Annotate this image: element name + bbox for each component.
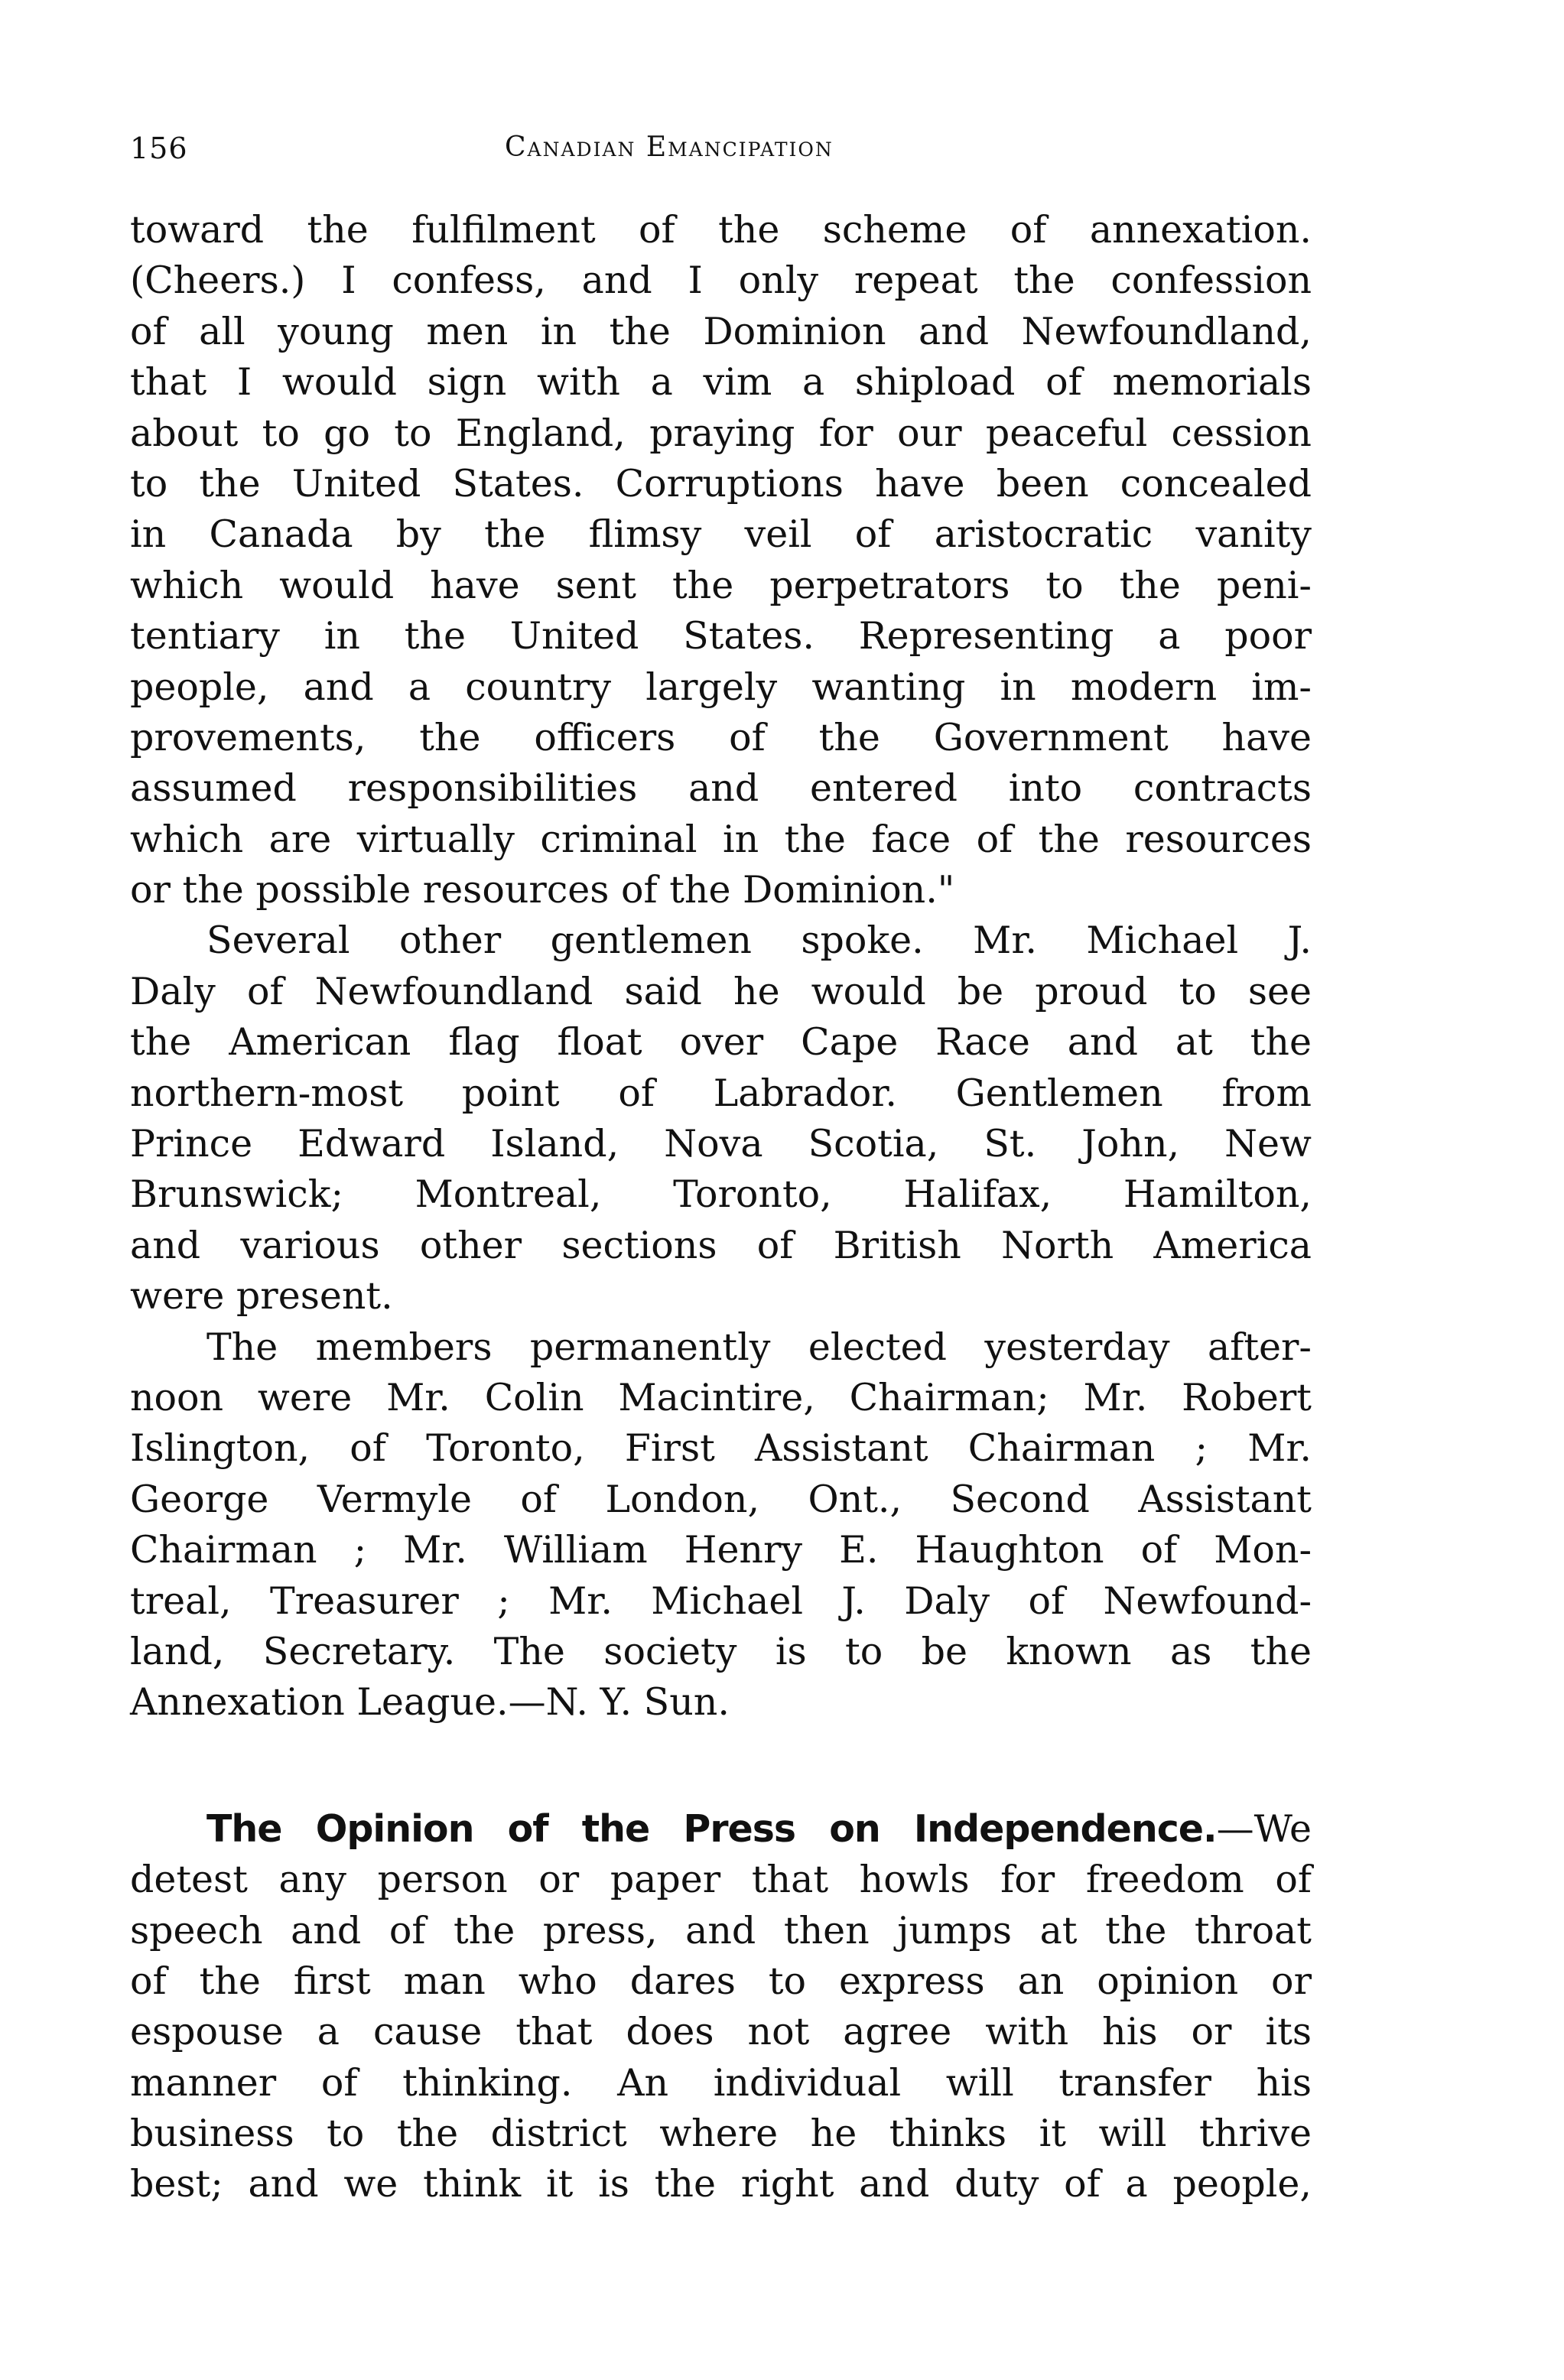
text-line: northern-most point of Labrador. Gentlemen from [130, 1071, 1312, 1115]
text-line: manner of thinking. An individual will transfer his [130, 2060, 1312, 2105]
text-line: of all young men in the Dominion and Newfoundland, [130, 309, 1312, 353]
heading-lead-text: —We [1216, 1806, 1312, 1851]
text-line: speech and of the press, and then jumps at the throat [130, 1908, 1312, 1952]
text-line: Islington, of Toronto, First Assistant Chairman ; Mr. [130, 1426, 1312, 1471]
running-title: Canadian Emancipation [505, 132, 834, 163]
text-line: treal, Treasurer ; Mr. Michael J. Daly of Newfound- [130, 1579, 1312, 1623]
main-text [130, 205, 1312, 2210]
text-line: Annexation League.—N. Y. Sun. [130, 1680, 730, 1725]
text-line: provements, the officers of the Government have [130, 715, 1312, 759]
text-line: Brunswick; Montreal, Toronto, Halifax, Hamilton, [130, 1172, 1312, 1217]
page-header [130, 132, 1308, 170]
text-line: or the possible resources of the Dominion." [130, 868, 955, 912]
paragraph-first-line: Several other gentlemen spoke. Mr. Michael J. [206, 919, 1312, 963]
text-line: which are virtually criminal in the face of the resources [130, 817, 1312, 861]
text-line: best; and we think it is the right and duty of a people, [130, 2162, 1312, 2206]
page-number: 156 [130, 132, 188, 165]
text-line: business to the district where he thinks it will thrive [130, 2112, 1312, 2156]
text-line: Prince Edward Island, Nova Scotia, St. John, New [130, 1122, 1312, 1166]
text-line: tentiary in the United States. Representing a poor [130, 614, 1312, 658]
text-line: toward the fulfilment of the scheme of annexation. [130, 208, 1312, 252]
paragraph-first-line: The members permanently elected yesterday after- [206, 1325, 1312, 1369]
section-heading-line [130, 1804, 1312, 1855]
section-heading: The Opinion of the Press on Independence. [206, 1806, 1217, 1851]
text-line: (Cheers.) I confess, and I only repeat the confession [130, 258, 1312, 303]
text-line: about to go to England, praying for our peaceful cession [130, 411, 1312, 455]
text-line: the American flag float over Cape Race and at the [130, 1020, 1312, 1065]
text-line: noon were Mr. Colin Macintire, Chairman; Mr. Robert [130, 1375, 1312, 1419]
text-line: of the first man who dares to express an opinion or [130, 1959, 1312, 2003]
text-line: which would have sent the perpetrators to the peni- [130, 563, 1312, 607]
text-line: Chairman ; Mr. William Henry E. Haughton of Mon- [130, 1528, 1312, 1572]
text-line: land, Secretary. The society is to be known as the [130, 1629, 1312, 1673]
text-line: espouse a cause that does not agree with his or its [130, 2010, 1312, 2054]
text-line: assumed responsibilities and entered into contracts [130, 766, 1312, 811]
text-line: to the United States. Corruptions have been concealed [130, 461, 1312, 506]
text-line: were present. [130, 1274, 393, 1318]
text-line: George Vermyle of London, Ont., Second Assistant [130, 1477, 1312, 1521]
text-line: in Canada by the flimsy veil of aristocratic vanity [130, 512, 1312, 557]
text-line: people, and a country largely wanting in modern im- [130, 665, 1312, 709]
text-line: Daly of Newfoundland said he would be proud to see [130, 969, 1312, 1013]
text-line: that I would sign with a vim a shipload of memorials [130, 360, 1312, 405]
text-line: and various other sections of British North America [130, 1223, 1312, 1267]
text-line: detest any person or paper that howls for freedom of [130, 1858, 1312, 1902]
